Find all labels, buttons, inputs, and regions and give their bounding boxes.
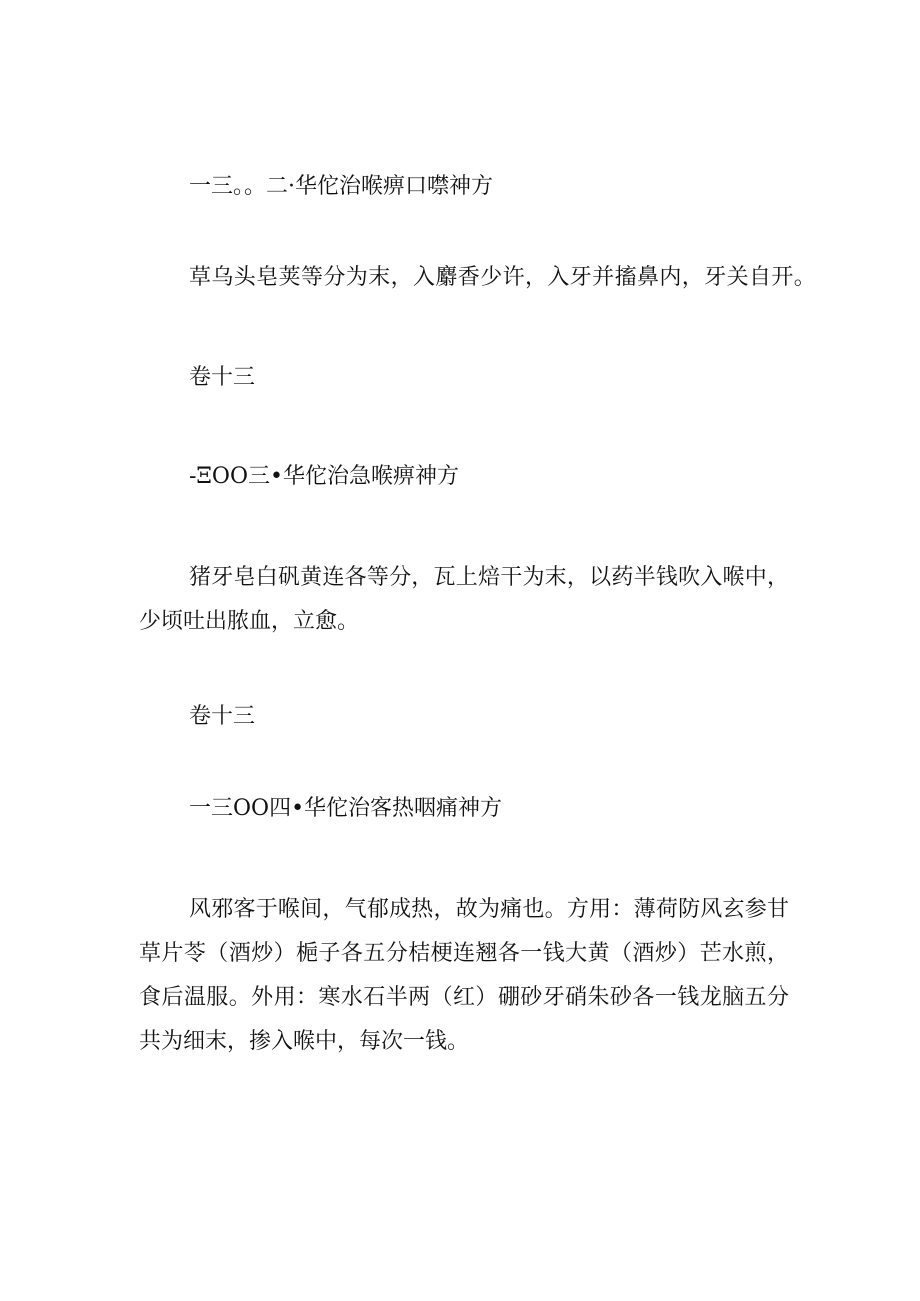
volume-label-2: 卷十三 [189,704,256,729]
entry-1-heading: 一三。。二·华佗治喉痹口噤神方 [189,174,493,199]
entry-3-body: 风邪客于喉间，气郁成热，故为痛也。方用：薄荷防风玄参甘草片苓（酒炒）梔子各五分桔梗连翘各一钱大黄（酒炒）芒水煎，食后温服。外用：寒水石半两（红）硼砂牙硝朱砂各一钱龙脑五分共为细末，掺入喉中，每次一钱。 [139,897,789,1054]
entry-1-body: 草乌头皂荚等分为末，入麝香少许，入牙并搐鼻内，牙关自开。 [189,265,817,290]
entry-3-heading: 一三OO四•华佗治客热咽痛神方 [189,796,503,821]
entry-2-heading: -ΞOO三•华佗治急喉痹神方 [189,464,459,489]
volume-label-1: 卷十三 [189,365,256,390]
entry-2-body: 猪牙皂白矾黄连各等分，瓦上焙干为末，以药半钱吹入喉中，少顷吐出脓血，立愈。 [139,565,789,634]
